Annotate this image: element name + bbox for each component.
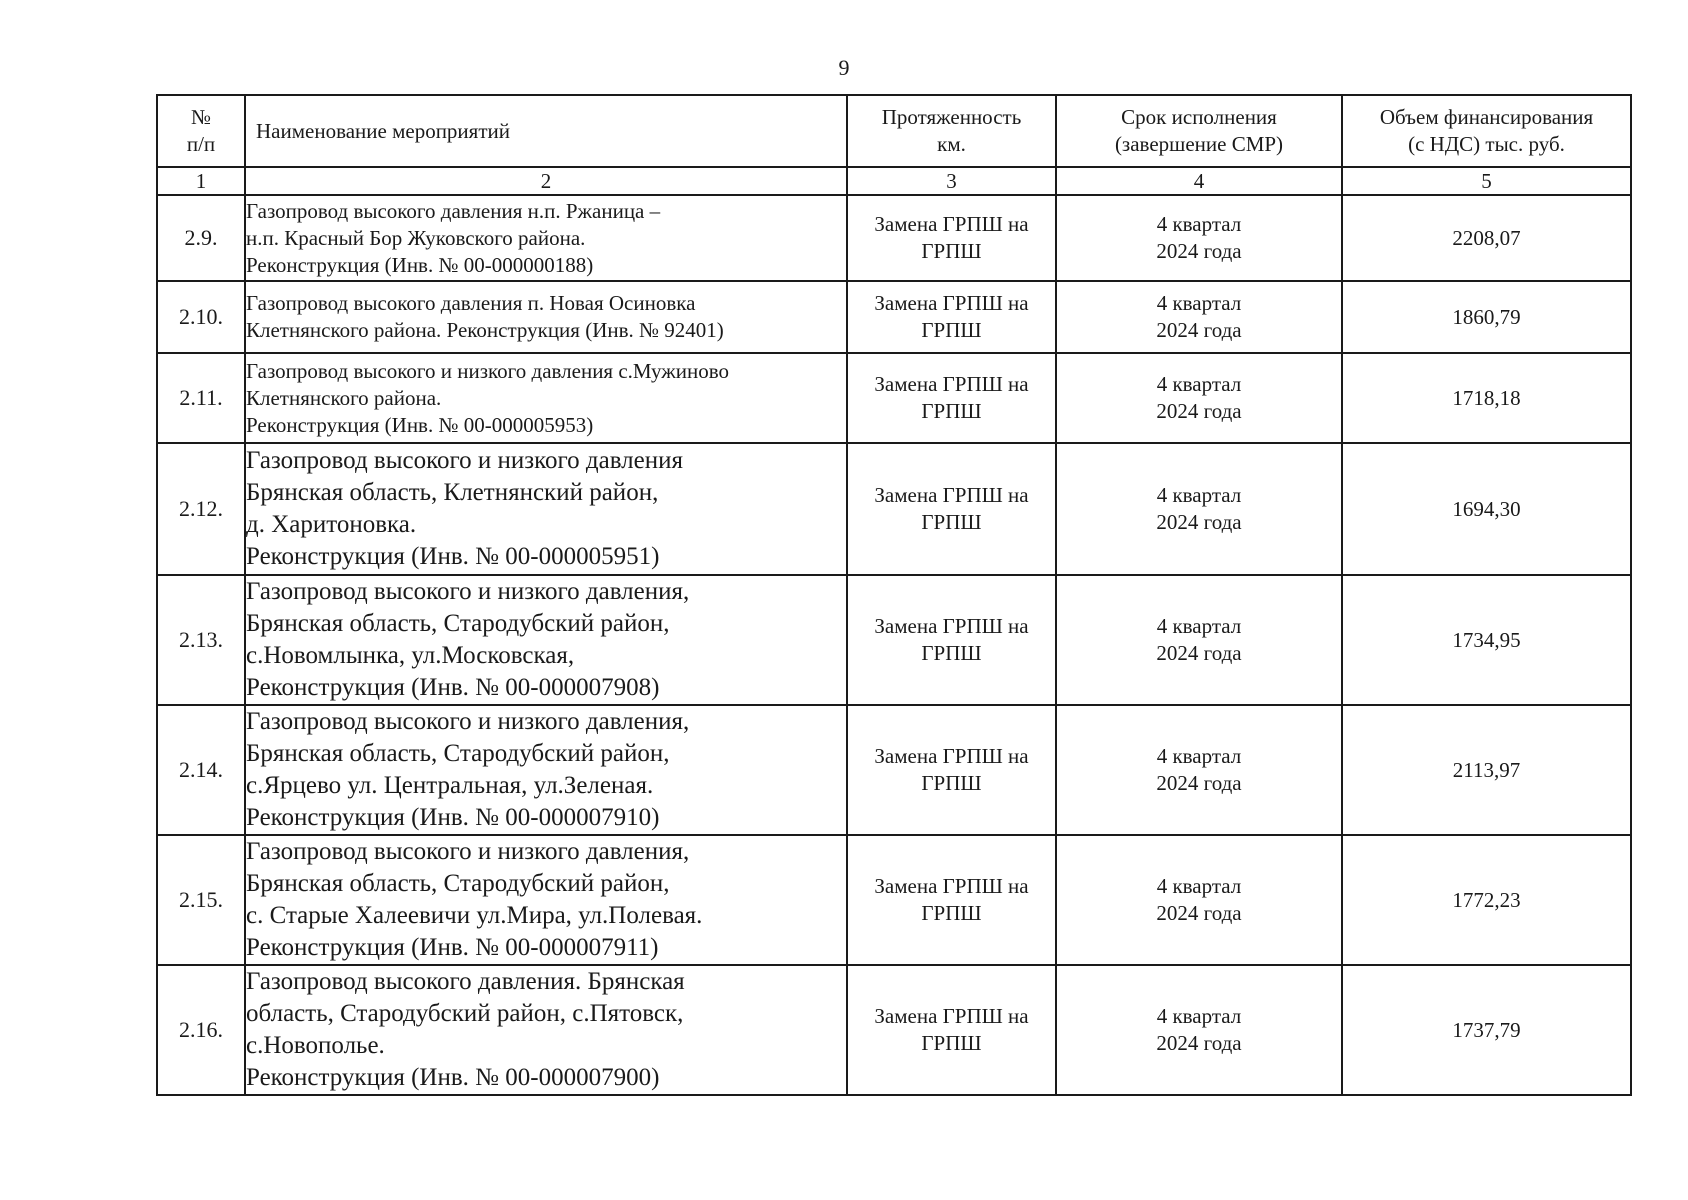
row-name: Газопровод высокого и низкого давления Брянская область, Клетнянский район, д. Харитоновка. Реконструкция (Инв. № 00-000005951) [245, 443, 847, 575]
column-number: 2 [245, 167, 847, 195]
column-number-row [157, 167, 1631, 195]
column-number: 5 [1342, 167, 1631, 195]
row-length: Замена ГРПШ на ГРПШ [847, 281, 1056, 353]
table-row [157, 443, 1631, 575]
row-name: Газопровод высокого давления п. Новая Осиновка Клетнянского района. Реконструкция (Инв. № 92401) [245, 281, 847, 353]
header-deadline: Срок исполнения (завершение СМР) [1056, 95, 1342, 167]
table-row [157, 281, 1631, 353]
row-length: Замена ГРПШ на ГРПШ [847, 965, 1056, 1095]
table-header-row [157, 95, 1631, 167]
row-number: 2.16. [157, 965, 245, 1095]
row-name: Газопровод высокого и низкого давления, Брянская область, Стародубский район, с.Новомлынка, ул.Московская, Реконструкция (Инв. № 00-000007908) [245, 575, 847, 705]
row-deadline: 4 квартал 2024 года [1056, 575, 1342, 705]
row-amount: 1737,79 [1342, 965, 1631, 1095]
row-amount: 2208,07 [1342, 195, 1631, 281]
row-name: Газопровод высокого и низкого давления, Брянская область, Стародубский район, с.Ярцево ул. Центральная, ул.Зеленая. Реконструкция (Инв. № 00-000007910) [245, 705, 847, 835]
row-number: 2.15. [157, 835, 245, 965]
table-row [157, 575, 1631, 705]
row-length: Замена ГРПШ на ГРПШ [847, 575, 1056, 705]
table-row [157, 195, 1631, 281]
row-amount: 1860,79 [1342, 281, 1631, 353]
row-length: Замена ГРПШ на ГРПШ [847, 443, 1056, 575]
column-number: 1 [157, 167, 245, 195]
row-amount: 1734,95 [1342, 575, 1631, 705]
header-amount: Объем финансирования (с НДС) тыс. руб. [1342, 95, 1631, 167]
table-row [157, 705, 1631, 835]
row-name: Газопровод высокого и низкого давления, Брянская область, Стародубский район, с. Старые Халеевичи ул.Мира, ул.Полевая. Реконструкция (Инв. № 00-000007911) [245, 835, 847, 965]
row-number: 2.13. [157, 575, 245, 705]
measures-table [156, 94, 1632, 1096]
row-deadline: 4 квартал 2024 года [1056, 835, 1342, 965]
table-row [157, 835, 1631, 965]
row-deadline: 4 квартал 2024 года [1056, 965, 1342, 1095]
header-name: Наименование мероприятий [245, 95, 847, 167]
row-number: 2.12. [157, 443, 245, 575]
header-number: № п/п [157, 95, 245, 167]
row-length: Замена ГРПШ на ГРПШ [847, 705, 1056, 835]
row-amount: 2113,97 [1342, 705, 1631, 835]
row-name: Газопровод высокого давления н.п. Ржаница – н.п. Красный Бор Жуковского района. Реконструкция (Инв. № 00-000000188) [245, 195, 847, 281]
row-deadline: 4 квартал 2024 года [1056, 705, 1342, 835]
page-number: 9 [838, 55, 850, 80]
row-deadline: 4 квартал 2024 года [1056, 281, 1342, 353]
column-number: 4 [1056, 167, 1342, 195]
row-deadline: 4 квартал 2024 года [1056, 443, 1342, 575]
row-length: Замена ГРПШ на ГРПШ [847, 195, 1056, 281]
row-deadline: 4 квартал 2024 года [1056, 353, 1342, 443]
row-name: Газопровод высокого и низкого давления с.Мужиново Клетнянского района. Реконструкция (Инв. № 00-000005953) [245, 353, 847, 443]
row-length: Замена ГРПШ на ГРПШ [847, 835, 1056, 965]
table-row [157, 965, 1631, 1095]
row-amount: 1694,30 [1342, 443, 1631, 575]
table-row [157, 353, 1631, 443]
row-amount: 1718,18 [1342, 353, 1631, 443]
row-length: Замена ГРПШ на ГРПШ [847, 353, 1056, 443]
row-amount: 1772,23 [1342, 835, 1631, 965]
row-number: 2.10. [157, 281, 245, 353]
header-length: Протяженность км. [847, 95, 1056, 167]
row-number: 2.14. [157, 705, 245, 835]
row-deadline: 4 квартал 2024 года [1056, 195, 1342, 281]
column-number: 3 [847, 167, 1056, 195]
row-number: 2.11. [157, 353, 245, 443]
row-number: 2.9. [157, 195, 245, 281]
row-name: Газопровод высокого давления. Брянская область, Стародубский район, с.Пятовск, с.Новополье. Реконструкция (Инв. № 00-000007900) [245, 965, 847, 1095]
